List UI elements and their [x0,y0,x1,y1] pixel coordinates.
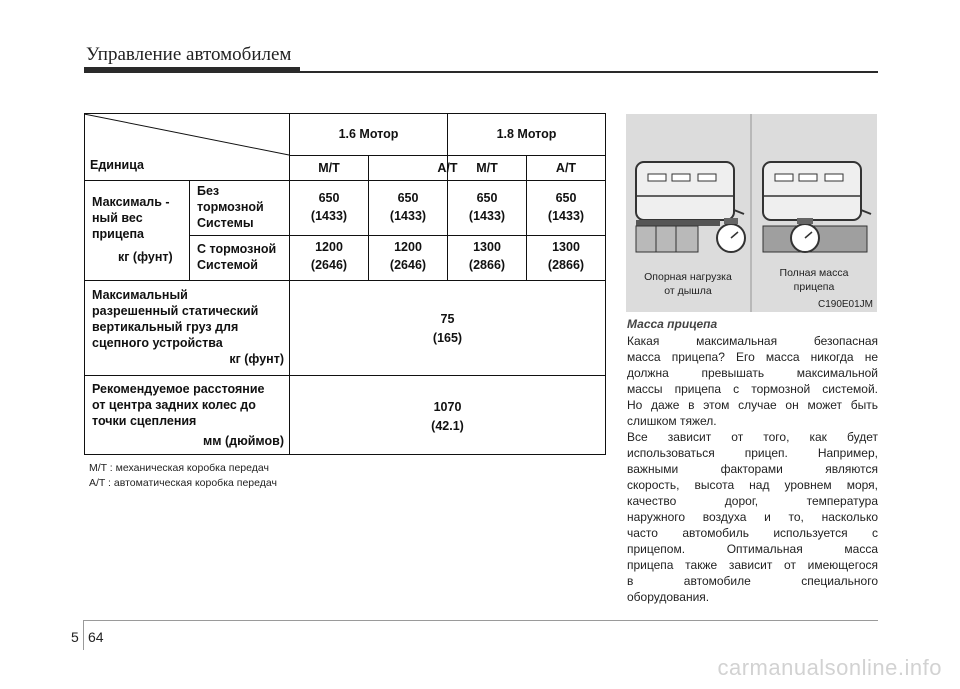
value-cell: 650 (1433) [310,191,348,223]
value-cell: 650 (1433) [547,191,585,223]
without-brakes-label: Без тормозной Системы [197,184,264,230]
gross-weight-caption: Полная масса прицепа [779,267,849,293]
tongue-load-value: 75 (165) [432,312,463,345]
transmission-header: A/T [437,161,458,175]
watermark: carmanualsonline.info [717,655,942,680]
value-cell: 650 (1433) [389,191,427,223]
engine-1-8-header: 1.8 Мотор [496,127,557,141]
table-notes [89,461,277,491]
unit-header: Единица [90,158,144,172]
max-weight-unit: кг (фунт) [118,250,173,264]
value-cell: 1200 (2646) [389,240,427,272]
section-title: Масса прицепа [627,317,718,331]
trailer-spec-table [84,113,606,455]
value-cell: 1300 (2866) [547,240,585,272]
tongue-load-caption: Опорная нагрузка от дышла [644,271,732,297]
tongue-load-unit: кг (фунт) [229,352,284,366]
page-header-title: Управление автомобилем [86,44,292,65]
paragraph-1: Какая максимальная безопасная масса прицепа? Его масса никогда не должна превышать максимальной массы прицепа с тормозной системой. Но даже в этом случае он может быть слишком тяжел. [627,334,878,428]
figure-code: C190E01JM [817,299,873,310]
distance-value: 1070 (42.1) [431,400,464,433]
max-weight-label: Максималь - ный вес прицепа [92,195,170,241]
engine-1-6-header: 1.6 Мотор [338,127,399,141]
trailer-weight-illustration [626,114,877,312]
chapter-number: 5 [71,629,79,645]
footer-rule [84,620,878,621]
tongue-load-drawing [626,114,750,264]
figure-divider [750,114,752,312]
transmission-header: M/T [318,161,340,175]
distance-label: Рекомендуемое расстояние от центра задних колес до точки сцепления [92,382,265,428]
transmission-header: M/T [476,161,498,175]
tongue-load-label: Максимальный разрешенный статический вертикальный груз для сцепного устройства [92,288,259,350]
note-mt: M/T : механическая коробка передач [89,462,269,474]
value-cell: 650 (1433) [468,191,506,223]
value-cell: 1300 (2866) [468,240,506,272]
page-number-separator [83,620,84,650]
header-rule [84,71,878,73]
with-brakes-label: С тормозной Системой [197,242,277,272]
value-cell: 1200 (2646) [310,240,348,272]
note-at: A/T : автоматическая коробка передач [89,477,277,489]
paragraph-2: Все зависит от того, как будет использоваться прицеп. Например, важными факторами являются скорость, высота над уровнем моря, качество дорог, температура наружного воздуха и то, насколько часто автомобиль используется с прицепом. Оптимальная масса прицепа также зависит от имеющегося в автомобиле специального оборудования. [627,430,878,604]
gross-weight-drawing [753,114,877,264]
transmission-header: A/T [555,161,577,175]
page-number: 64 [88,629,104,645]
distance-unit: мм (дюймов) [203,434,284,448]
